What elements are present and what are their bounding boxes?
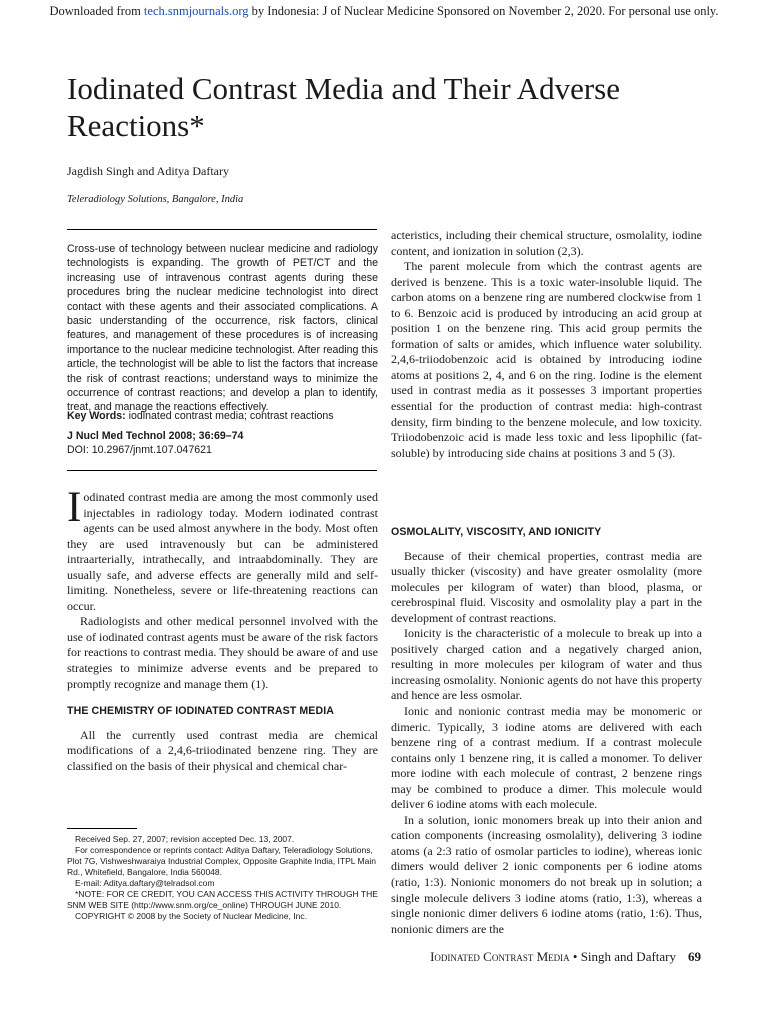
section-heading-osmolality: OSMOLALITY, VISCOSITY, AND IONICITY <box>391 526 602 538</box>
body-paragraph: In a solution, ionic monomers break up into their anion and cation components (increasing osmolality), delivering 3 iodine atoms (a 2:3 ratio of osmolar particles to iodine), whereas ionic dimers would deliver 2 ionic components per 6 iodine atoms (ratio, 1:3). Nonionic monomers do not break up in solution; a single molecule delivers 3 iodine atoms (ratio, 1:3), whereas a single nonionic dimer delivers 6 iodine atoms (ratio, 1:6). Thus, nonionic dimers are the <box>391 812 702 936</box>
intro-text: odinated contrast media are among the most commonly used injectables in radiology today. Modern iodinated contrast agents can be used almost anywhere in the body. Most often they are used intravenously but can be administered intraarterially, intrathecally, and intraabdominally. They are usually safe, and adverse effects are generally mild and self-limiting. Nonetheless, severe or life-threatening reactions can occur. <box>67 490 378 613</box>
body-paragraph: The parent molecule from which the contrast agents are derived is benzene. This is a toxic water-insoluble liquid. The carbon atoms on a benzene ring are numbered clockwise from 1 to 6. Benzoic acid is produced by introducing an acid group at position 1 on the benzene ring. This acid group permits the formation of salts or amides, which influence water solubility. 2,4,6-triiodobenzoic acid is obtained by introducing iodine atoms at positions 2, 4, and 6 on the ring. Iodine is the element used in contrast media as it possesses 3 important properties essential for the production of contrast media: high-contrast density, firm binding to the benzene molecule, and low toxicity. Triiodobenzoic acid is made less toxic and less lipophilic (fat-soluble) by introducing side chains at positions 3 and 5 (3). <box>391 259 702 460</box>
download-banner <box>40 4 728 19</box>
banner-prefix: Downloaded from <box>49 4 144 18</box>
running-separator: • <box>569 949 581 964</box>
left-column-body <box>67 484 378 774</box>
body-paragraph: All the currently used contrast media are chemical modifications of a 2,4,6-triiodinated benzene ring. They are classified on the basis of their physical and chemical char- <box>67 727 378 773</box>
body-paragraph: Ionic and nonionic contrast media may be monomeric or dimeric. Typically, 3 iodine atoms are delivered with each benzene ring of a contrast medium. If a contrast molecule contains only 1 benzene ring, it is called a monomer. To deliver more iodine with each molecule of contrast, 2 benzene rings may be combined to produce a dimer. This molecule would deliver 6 iodine atoms with each molecule. <box>391 704 702 812</box>
intro-paragraph <box>67 484 378 614</box>
citation <box>67 429 378 458</box>
keywords-label: Key Words: <box>67 410 126 422</box>
running-authors: Singh and Daftary <box>580 949 676 964</box>
footnote-copyright: COPYRIGHT © 2008 by the Society of Nuclear Medicine, Inc. <box>75 911 307 921</box>
footnote-email: E-mail: Aditya.daftary@telradsol.com <box>75 878 215 888</box>
drop-cap: I <box>67 484 82 531</box>
body-paragraph: Because of their chemical properties, contrast media are usually thicker (viscosity) and have greater osmolality (more molecules per kilogram of water) than blood, plasma, or cerebrospinal fluid. Viscosity and osmolality play a part in the development of contrast reactions. <box>391 548 702 625</box>
footnotes <box>67 834 378 922</box>
footnote-rule <box>67 828 137 829</box>
banner-suffix: by Indonesia: J of Nuclear Medicine Sponsored on November 2, 2020. For personal use only. <box>248 4 719 18</box>
body-paragraph: acteristics, including their chemical structure, osmolality, iodine content, and ionization in solution (2,3). <box>391 228 702 258</box>
article-title: Iodinated Contrast Media and Their Adverse Reactions* <box>67 71 620 143</box>
body-paragraph: Ionicity is the characteristic of a molecule to break up into a positively charged cation and a negatively charged anion, resulting in more molecules per kilogram of water and thus increasing osmolality. Nonionic agents do not have this property and hence are less osmolar. <box>391 626 702 703</box>
article-authors: Jagdish Singh and Aditya Daftary <box>67 164 229 178</box>
doi: DOI: 10.2967/jnmt.107.047621 <box>67 444 212 457</box>
journal-citation: J Nucl Med Technol 2008; 36:69–74 <box>67 430 244 442</box>
running-title: Iodinated Contrast Media <box>430 949 570 964</box>
author-affiliation: Teleradiology Solutions, Bangalore, India <box>67 194 244 205</box>
right-column-body <box>391 525 702 937</box>
body-paragraph: Radiologists and other medical personnel involved with the use of iodinated contrast agents must be aware of the risk factors for reactions to contrast media. They should be aware of and use strategies to minimize adverse events and be prepared to promptly recognize and manage them (1). <box>67 614 378 691</box>
keywords <box>67 409 378 423</box>
journal-site-link[interactable]: tech.snmjournals.org <box>143 4 249 18</box>
abstract <box>67 242 378 415</box>
footnote-received: Received Sep. 27, 2007; revision accepted Dec. 13, 2007. <box>75 834 295 844</box>
page-number: 69 <box>688 949 701 964</box>
abstract-text: Cross-use of technology between nuclear medicine and radiology technologists is expanding. The growth of PET/CT and the increasing use of intravenous contrast agents during these procedures bring the nuclear medicine technologist into direct contact with these agents and their associated complications. A basic understanding of the occurrence, risk factors, clinical features, and management of these procedures is of increasing importance to the nuclear medicine technologist. After reading this article, the technologist will be able to list the factors that increase the risk of contrast reactions; understand ways to minimize the occurrence of contrast reactions; and develop a plan to identify, treat, and manage the reactions effectively. <box>67 243 378 414</box>
footnote-ce-note: *NOTE: FOR CE CREDIT, YOU CAN ACCESS THIS ACTIVITY THROUGH THE SNM WEB SITE (http://www.snm.org/ce_online) THROUGH JUNE 2010. <box>67 889 378 910</box>
abstract-top-rule <box>67 229 377 230</box>
keywords-text: iodinated contrast media; contrast reactions <box>125 410 334 422</box>
footnote-correspondence: For correspondence or reprints contact: Aditya Daftary, Teleradiology Solutions, Plot 7G, Vishweshwaraiya Industrial Complex, Opposite Graphite India, ITPL Main Rd., Whitefield, Bangalore, India 560048. <box>67 845 376 877</box>
running-footer <box>396 949 701 965</box>
right-column-top <box>391 228 702 461</box>
section-heading-chemistry: THE CHEMISTRY OF IODINATED CONTRAST MEDIA <box>67 705 334 718</box>
abstract-bottom-rule <box>67 470 377 471</box>
